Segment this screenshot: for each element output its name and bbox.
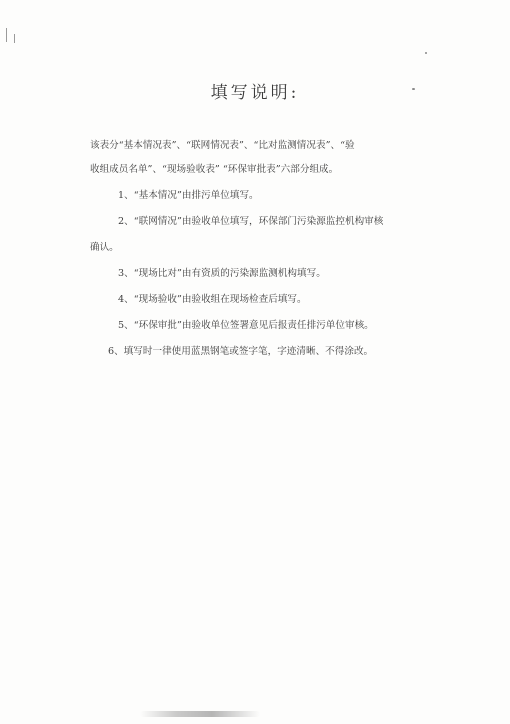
instruction-item-3: 3、“现场比对”由有资质的污染源监测机构填写。 — [118, 268, 326, 279]
intro-line-1: 该表分“基本情况表”、“联网情况表”、“比对监测情况表”、“验 — [90, 140, 355, 151]
scan-smudge — [140, 711, 260, 717]
scan-edge-mark — [14, 34, 15, 43]
intro-line-2: 收组成员名单”、“现场验收表” “环保审批表”六部分组成。 — [90, 164, 339, 175]
instruction-item-6: 6、填写时一律使用蓝黑钢笔或签字笔，字迹清晰、不得涂改。 — [108, 346, 374, 357]
instruction-item-5: 5、“环保审批”由验收单位签署意见后报责任排污单位审核。 — [118, 320, 374, 331]
scan-speck — [425, 52, 427, 54]
instruction-item-1: 1、“基本情况”由排污单位填写。 — [118, 190, 259, 201]
instruction-item-4: 4、“现场验收”由验收组在现场检查后填写。 — [118, 294, 307, 305]
instruction-item-2: 2、“联网情况”由验收单位填写，环保部门污染源监控机构审核 — [118, 216, 384, 227]
instruction-item-2-continued: 确认。 — [90, 242, 119, 253]
page-title: 填写说明: — [210, 83, 300, 103]
scan-edge-mark — [6, 28, 7, 42]
